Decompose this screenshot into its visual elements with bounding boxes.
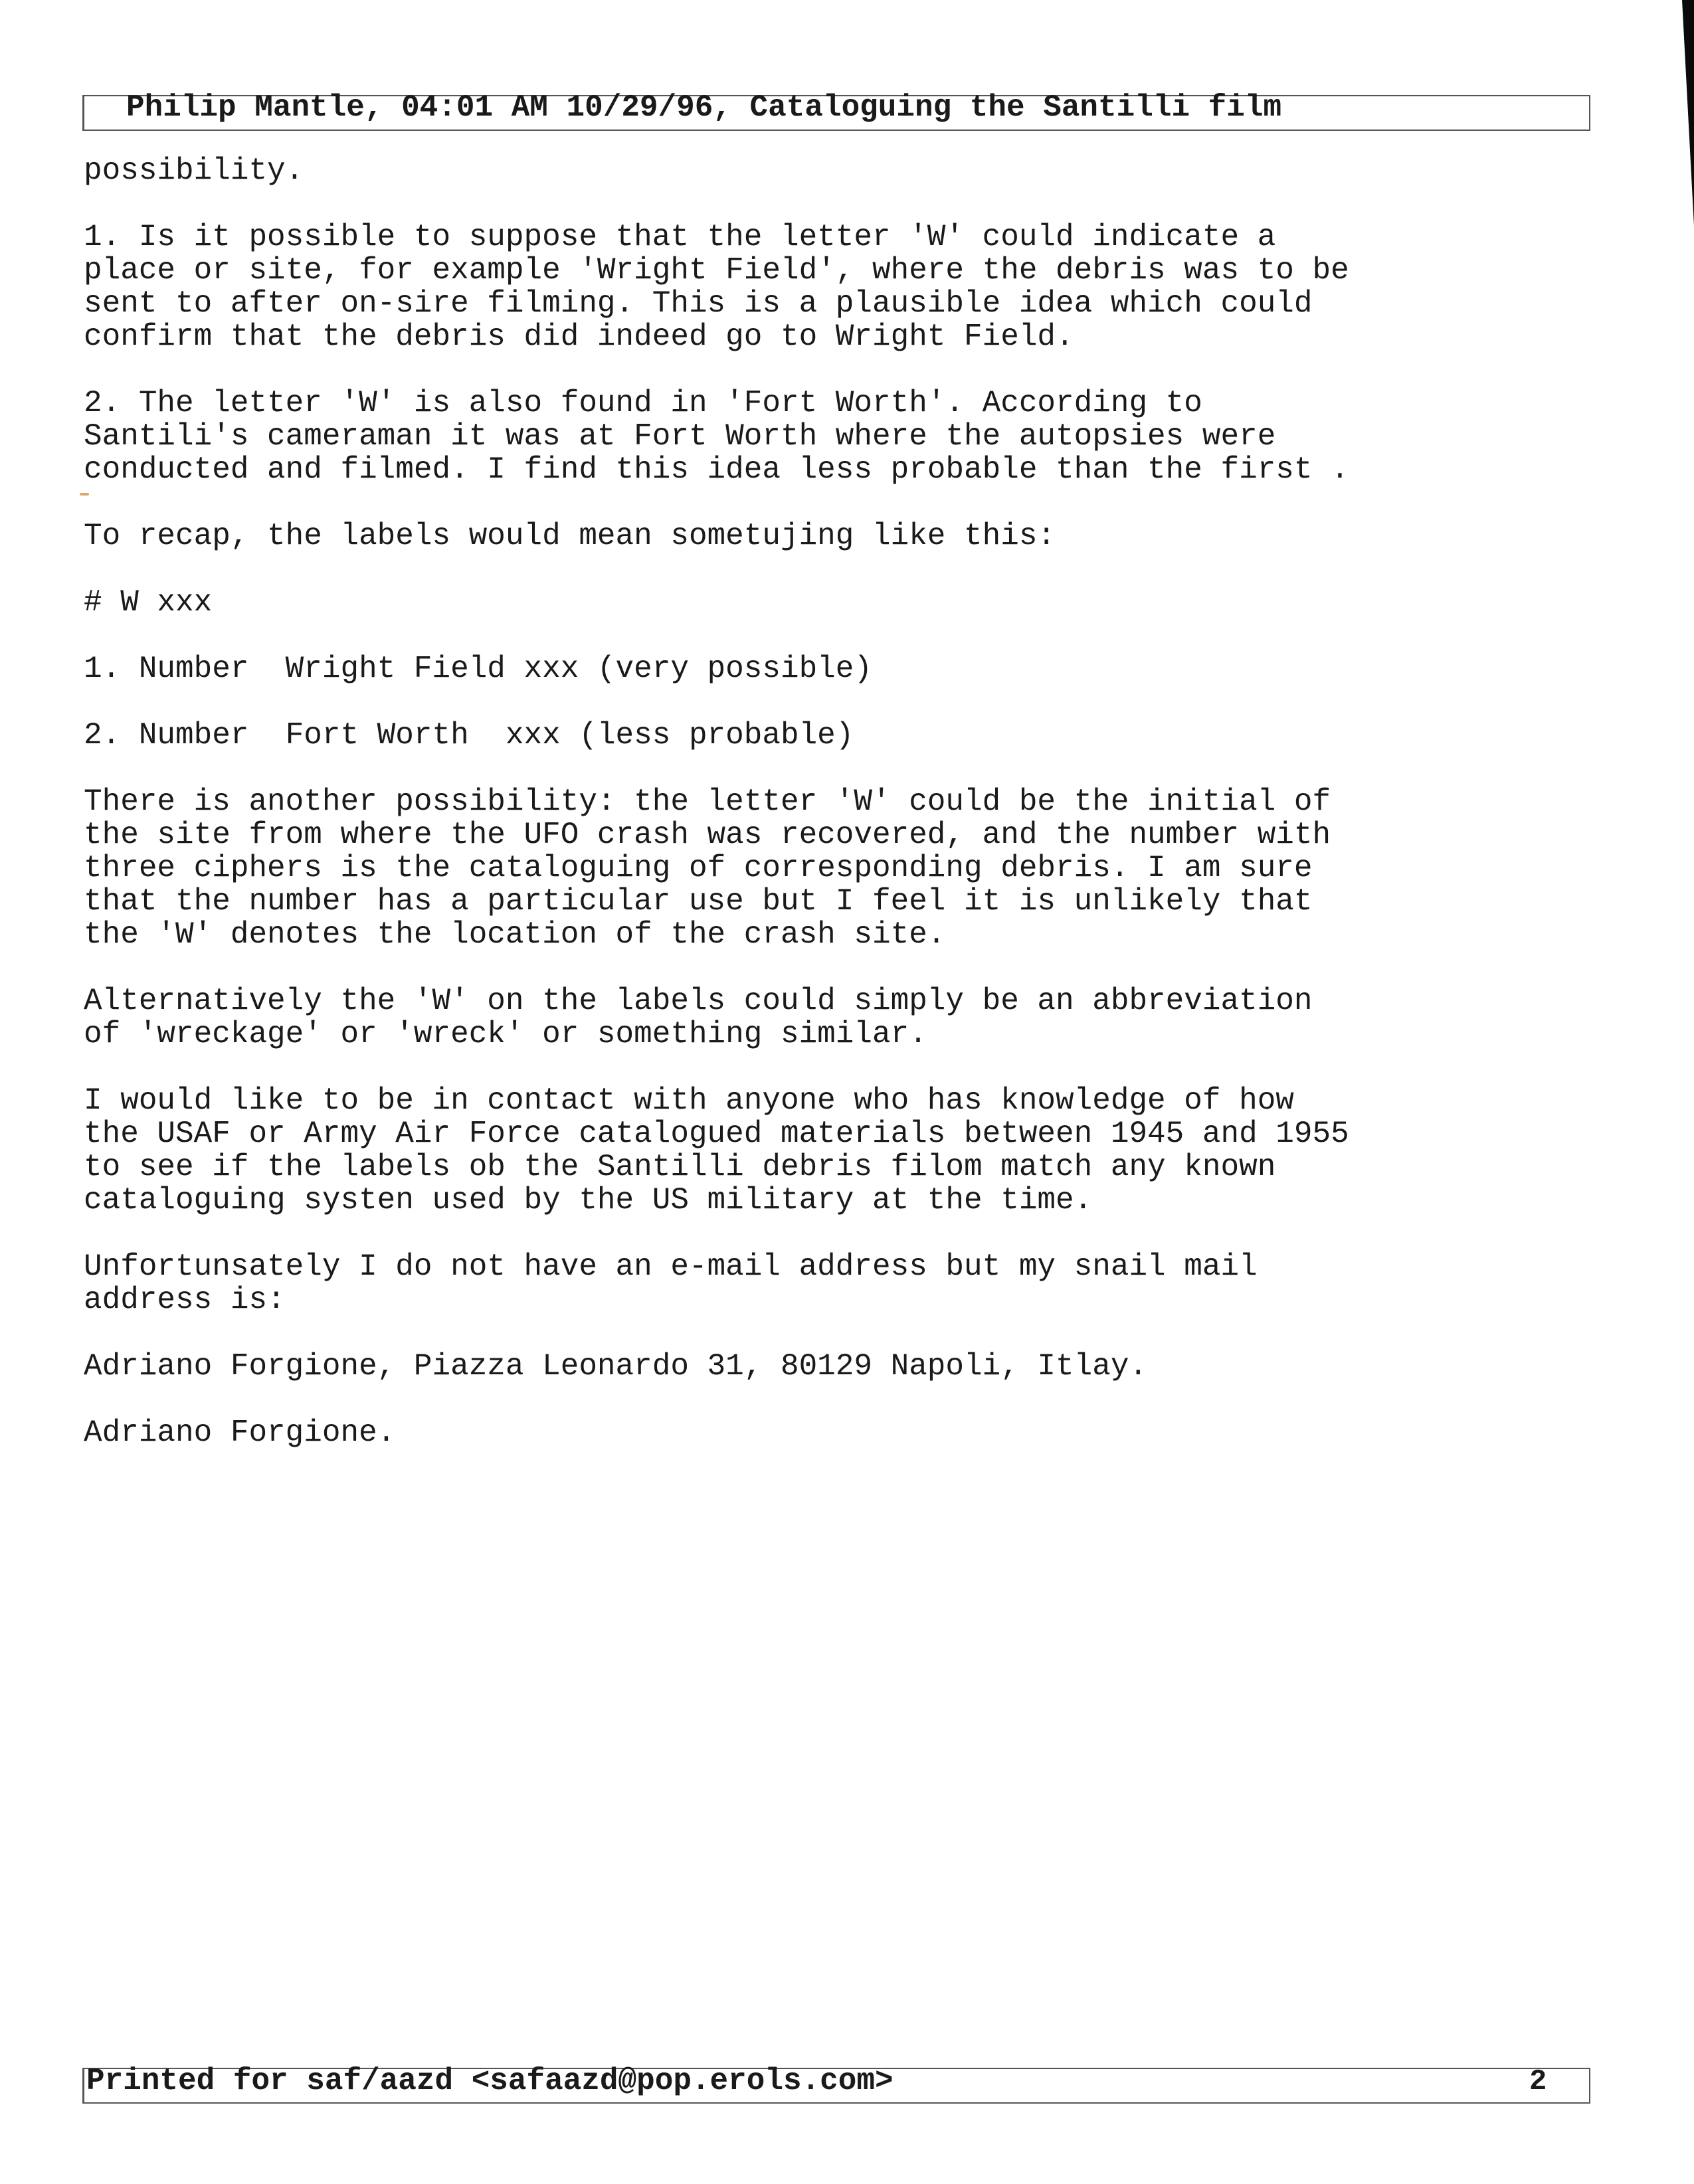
paragraph-fort-worth: 2. The letter 'W' is also found in 'Fort Worth'. According to Santili's cameraman it was at Fort Worth where the autopsies were conducted and filmed. I find this idea less probable than the first . — [84, 386, 1349, 487]
page-number: 2 — [1529, 2065, 1547, 2098]
printed-for-line: Printed for saf/aazd <safaazd@pop.erols.com> — [86, 2064, 894, 2098]
paragraph-contact-request: I would like to be in contact with anyone who has knowledge of how the USAF or Army Air Force catalogued materials between 1945 and 1955 to see if the labels ob the Santilli debris filom match any known cataloguing systen used by the US military at the time. — [84, 1083, 1349, 1218]
label-format: # W xxx — [84, 585, 213, 620]
document-body — [84, 154, 1585, 1483]
paragraph-address-intro: Unfortunsately I do not have an e-mail address but my snail mail address is: — [84, 1249, 1258, 1317]
document-header-title: Philip Mantle, 04:01 AM 10/29/96, Cataloguing the Santilli film — [126, 90, 1282, 125]
label-option-2: 2. Number Fort Worth xxx (less probable) — [84, 718, 854, 753]
paragraph-wright-field: 1. Is it possible to suppose that the letter 'W' could indicate a place or site, for example 'Wright Field', where the debris was to be sent to after on-sire filming. This is a plausible idea which could confirm that the debris did indeed go to Wright Field. — [84, 220, 1349, 354]
paragraph-recap: To recap, the labels would mean sometujing like this: — [84, 519, 1056, 553]
paragraph-crash-site: There is another possibility: the letter 'W' could be the initial of the site from where the UFO crash was recovered, and the number with three ciphers is the cataloguing of corresponding debris. I am sure that the number has a particular use but I feel it is unlikely that the 'W' denotes the location of the crash site. — [84, 784, 1331, 952]
label-option-1: 1. Number Wright Field xxx (very possible) — [84, 652, 872, 686]
paragraph-wreckage: Alternatively the 'W' on the labels could simply be an abbreviation of 'wreckage' or 'wreck' or something similar. — [84, 984, 1313, 1051]
scan-edge-shadow — [1682, 0, 1694, 226]
paragraph-continuation: possibility. — [84, 153, 304, 188]
signature-name: Adriano Forgione. — [84, 1415, 396, 1450]
postal-address: Adriano Forgione, Piazza Leonardo 31, 80129 Napoli, Itlay. — [84, 1349, 1148, 1384]
scan-speck — [80, 493, 89, 496]
